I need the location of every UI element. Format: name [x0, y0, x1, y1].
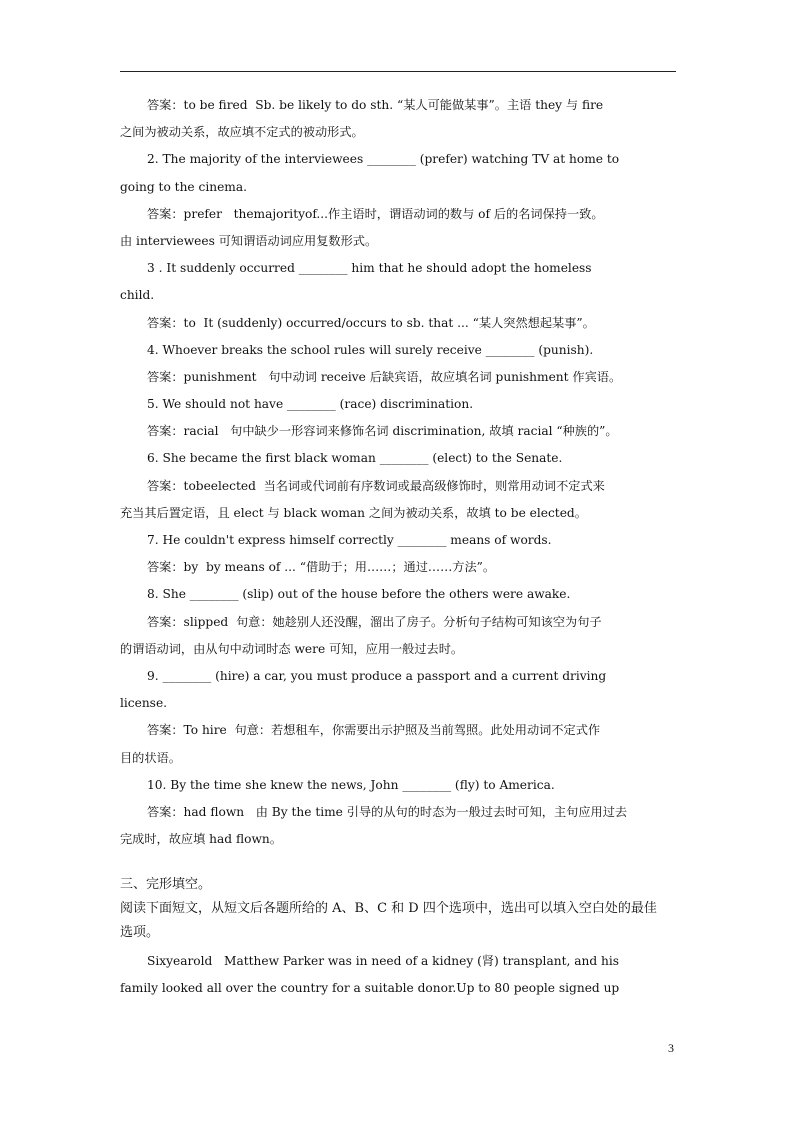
question-line: 6. She became the first black woman ________ (elect) to the Senate.: [147, 451, 563, 466]
answer-line: 的谓语动词，由从句中动词时态 were 可知，应用一般过去时。: [120, 641, 464, 656]
answer-line: 答案：to It (suddenly) occurred/occurs to sb. that ... “某人突然想起某事”。: [147, 315, 595, 330]
answer-line: 充当其后置定语，且 elect 与 black woman 之间为被动关系，故填 to be elected。: [120, 505, 587, 520]
question-line: 3 . It suddenly occurred ________ him that he should adopt the homeless: [147, 261, 592, 276]
instruction-line: 阅读下面短文，从短文后各题所给的 A、B、C 和 D 四个选项中，选出可以填入空白处的最佳: [120, 901, 657, 917]
answer-line: 答案：prefer themajorityof...作主语时，谓语动词的数与 of 后的名词保持一致。: [147, 206, 604, 221]
header-rule: [120, 71, 676, 72]
passage-line: Sixyearold Matthew Parker was in need of a kidney (肾) transplant, and his: [147, 954, 620, 969]
answer-line: 答案：had flown 由 By the time 引导的从句的时态为一般过去时可知，主句应用过去: [147, 804, 628, 819]
answer-line: 答案：tobeelected 当名词或代词前有序数词或最高级修饰时，则常用动词不定式来: [147, 478, 605, 493]
answer-line: 答案：racial 句中缺少一形容词来修饰名词 discrimination, 故填 racial “种族的”。: [147, 424, 618, 439]
answer-line: 答案：To hire 句意：若想租车，你需要出示护照及当前驾照。此处用动词不定式作: [147, 723, 601, 738]
answer-line: 完成时，故应填 had flown。: [120, 832, 282, 847]
question-line: 2. The majority of the interviewees ________ (prefer) watching TV at home to: [147, 152, 620, 167]
passage-line: family looked all over the country for a suitable donor.Up to 80 people signed up: [120, 981, 620, 996]
answer-line: 目的状语。: [120, 750, 181, 765]
page-number: 3: [668, 1041, 674, 1055]
section-title: 三、完形填空。: [120, 877, 212, 893]
answer-line: 答案：to be fired Sb. be likely to do sth. “某人可能做某事”。主语 they 与 fire: [147, 98, 604, 112]
question-line: going to the cinema.: [120, 179, 247, 194]
question-line: 7. He couldn't express himself correctly ________ means of words.: [147, 533, 552, 547]
question-line: 5. We should not have ________ (race) discrimination.: [147, 397, 474, 412]
answer-line: 由 interviewees 可知谓语动词应用复数形式。: [120, 233, 378, 248]
question-line: 9. ________ (hire) a car, you must produce a passport and a current driving: [147, 668, 607, 683]
question-line: child.: [120, 288, 155, 303]
instruction-line: 选项。: [120, 925, 160, 941]
answer-line: 答案：punishment 句中动词 receive 后缺宾语，故应填名词 punishment 作宾语。: [147, 369, 622, 384]
answer-line: 之间为被动关系，故应填不定式的被动形式。: [120, 125, 364, 140]
answer-line: 答案：slipped 句意：她趁别人还没醒，溜出了房子。分析句子结构可知该空为句子: [147, 614, 602, 629]
question-line: license.: [120, 696, 168, 711]
page-content: [120, 92, 676, 1003]
section-gap: [120, 853, 676, 873]
answer-line: 答案：by by means of ... “借助于；用……；通过……方法”。: [147, 560, 496, 575]
question-line: 10. By the time she knew the news, John ________ (fly) to America.: [147, 777, 555, 792]
question-line: 8. She ________ (slip) out of the house before the others were awake.: [147, 587, 571, 602]
question-line: 4. Whoever breaks the school rules will surely receive ________ (punish).: [147, 342, 594, 357]
